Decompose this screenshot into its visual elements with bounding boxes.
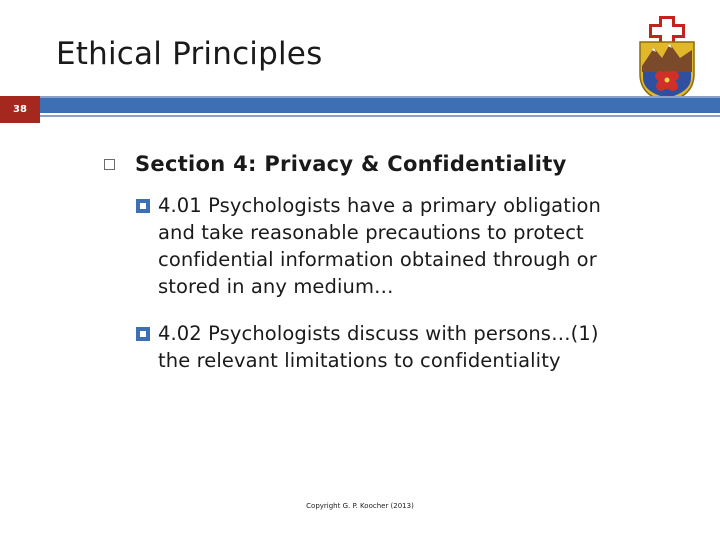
filled-square-icon [136, 199, 150, 213]
shield-crest-logo [634, 16, 700, 102]
slide-number: 38 [0, 96, 40, 123]
header-band-stripe [40, 96, 720, 123]
list-item [136, 192, 636, 300]
filled-square-icon [136, 327, 150, 341]
hollow-square-icon [104, 159, 115, 170]
header-band [0, 96, 720, 123]
section-heading: Section 4: Privacy & Confidentiality [135, 152, 567, 176]
list-item-text: 4.02 Psychologists discuss with persons…(1) the relevant limitations to confidentiality [158, 322, 599, 372]
list-item-text: 4.01 Psychologists have a primary obligation and take reasonable precautions to protect confidential information obtained through or stored in any medium… [158, 194, 601, 298]
section-heading-row [104, 152, 567, 176]
list-item [136, 320, 636, 374]
slide-title: Ethical Principles [56, 36, 323, 72]
copyright-footer: Copyright G. P. Koocher (2013) [306, 502, 414, 510]
